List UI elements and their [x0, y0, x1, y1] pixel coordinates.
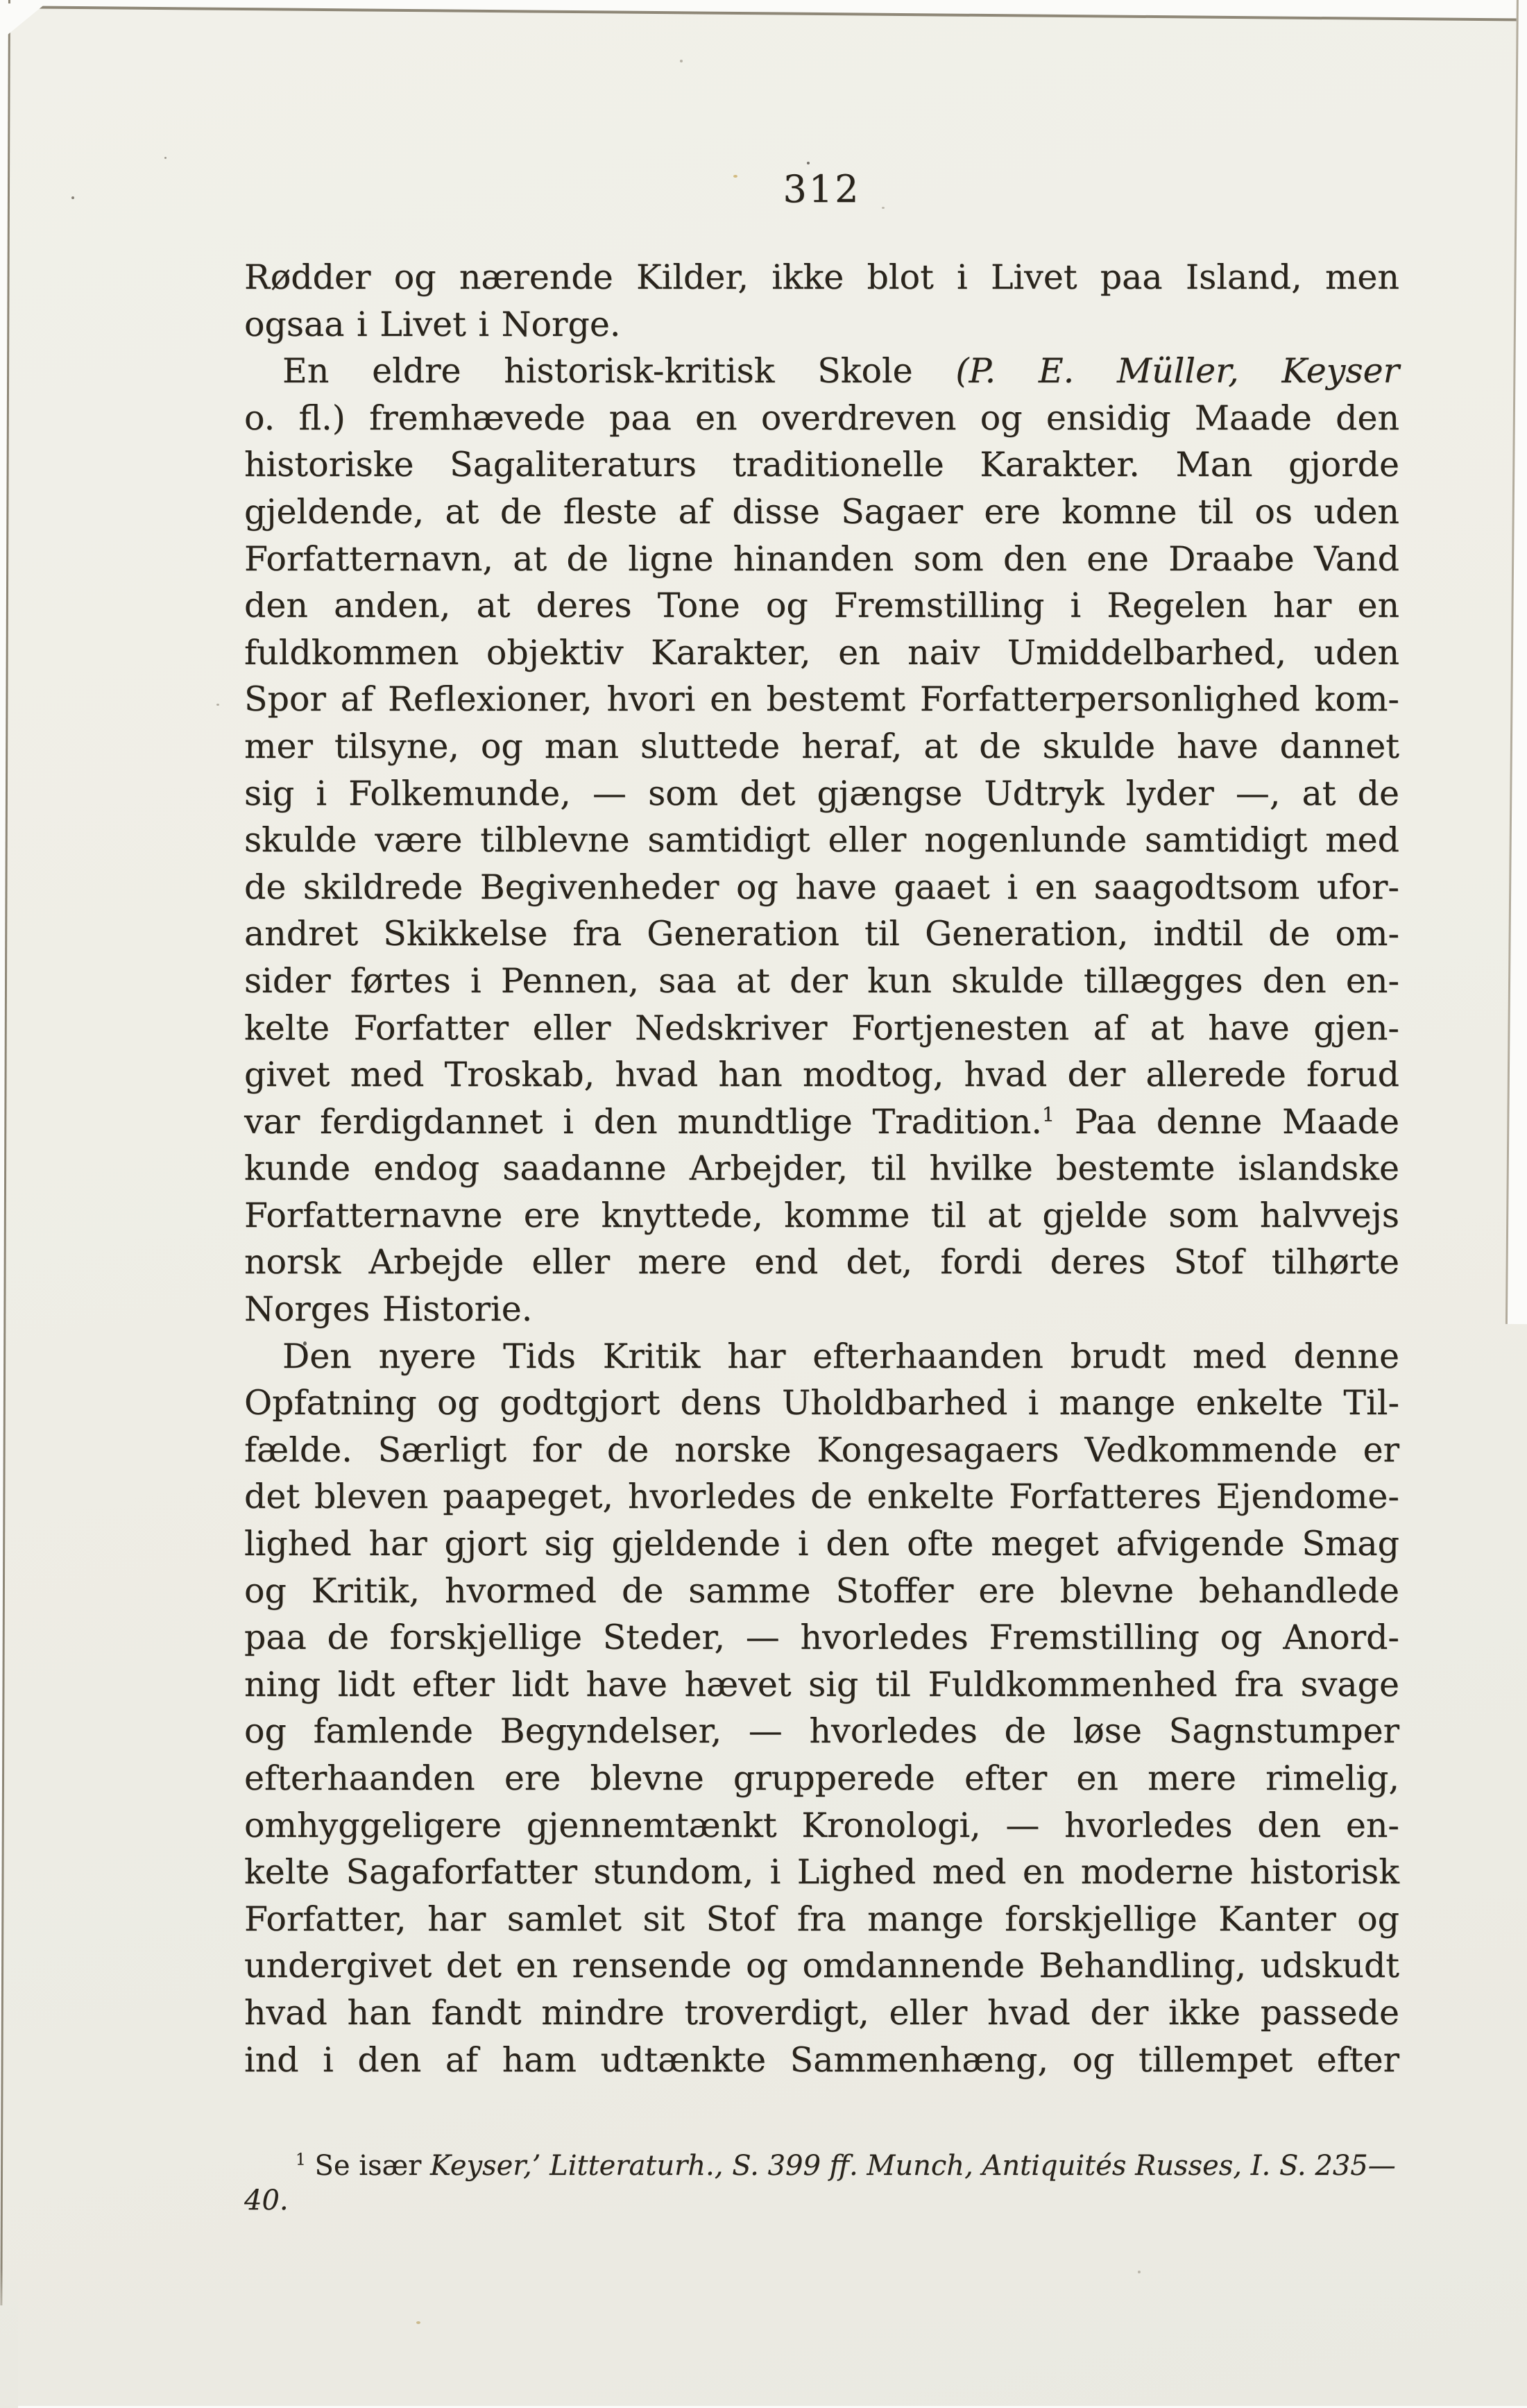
footnote-marker: 1 — [296, 2150, 306, 2169]
text-line — [244, 1990, 1399, 2037]
text-line — [244, 1427, 1399, 1474]
text-segment: Forfatter, har samlet sit Stof fra mange forskjellige Kanter og — [244, 1899, 1399, 1939]
text-line — [244, 1568, 1399, 1615]
text-line — [244, 1755, 1399, 1802]
text-line — [244, 817, 1399, 864]
text-segment: Paa denne Maade — [1054, 1101, 1399, 1142]
body-text — [244, 254, 1399, 2083]
text-segment: Rødder og nærende Kilder, ikke blot i Livet paa Island, men — [244, 257, 1399, 297]
text-line — [244, 582, 1399, 629]
text-segment: En eldre historisk-kritisk Skole — [282, 351, 956, 391]
text-line — [244, 723, 1399, 770]
text-line — [244, 1473, 1399, 1520]
text-segment: sider førtes i Pennen, saa at der kun skulde tillægges den en- — [244, 960, 1399, 1001]
text-line — [244, 301, 1399, 348]
text-segment: Den nyere Tids Kritik har efterhaanden brudt med denne — [282, 1336, 1399, 1376]
text-segment: kelte Forfatter eller Nedskriver Fortjenesten af at have gjen- — [244, 1008, 1399, 1048]
text-segment: de skildrede Begivenheder og have gaaet i en saagodtsom ufor- — [244, 867, 1399, 907]
paper-speck — [164, 157, 167, 159]
text-line — [244, 348, 1399, 395]
paper-speck — [416, 2321, 420, 2324]
text-segment: Spor af Reflexioner, hvori en bestemt Forfatterpersonlighed kom- — [244, 679, 1399, 720]
paper-left-edge-fade — [0, 2269, 18, 2408]
text-segment: og Kritik, hvormed de samme Stoffer ere blevne behandlede — [244, 1570, 1399, 1611]
text-line — [244, 254, 1399, 301]
text-segment: mer tilsyne, og man sluttede heraf, at de skulde have dannet — [244, 726, 1399, 766]
text-segment: Keyser — [1281, 351, 1400, 391]
text-line — [244, 441, 1399, 489]
text-segment: Opfatning og godtgjort dens Uholdbarhed i mange enkelte Til- — [244, 1383, 1399, 1423]
text-segment: og famlende Begyndelser, — hvorledes de løse Sagnstumper — [244, 1711, 1399, 1752]
text-segment: var ferdigdannet i den mundtlige Tradition. — [244, 1101, 1042, 1142]
paper-speck — [71, 196, 74, 199]
text-segment: Forfatternavne ere knyttede, komme til at gjelde som halvvejs — [244, 1195, 1399, 1235]
text-line — [244, 1239, 1399, 1286]
text-line — [244, 1802, 1399, 1849]
text-line — [244, 1520, 1399, 1568]
paper-corner-cut — [0, 3, 46, 41]
text-segment: det bleven paapeget, hvorledes de enkelte Forfatteres Ejendome- — [244, 1477, 1399, 1517]
text-segment: kelte Sagaforfatter stundom, i Lighed med en moderne historisk — [244, 1852, 1399, 1892]
text-segment: ning lidt efter lidt have hævet sig til Fuldkommenhed fra svage — [244, 1664, 1399, 1704]
text-segment: (P. E. Müller, — [955, 351, 1239, 391]
text-segment: ind i den af ham udtænkte Sammenhæng, og tillempet efter — [244, 2040, 1399, 2080]
text-segment: kunde endog saadanne Arbejder, til hvilke bestemte islandske — [244, 1148, 1399, 1189]
text-line — [244, 1380, 1399, 1427]
text-segment: givet med Troskab, hvad han modtog, hvad der allerede forud — [244, 1055, 1399, 1095]
text-line — [244, 1942, 1399, 1990]
text-segment: skulde være tilblevne samtidigt eller nogenlunde samtidigt med — [244, 820, 1399, 860]
text-segment: ogsaa i Livet i Norge. — [244, 304, 621, 344]
text-segment: Forfatternavn, at de ligne hinanden som den ene Draabe Vand — [244, 539, 1399, 579]
text-segment: Keyser,’ Litteraturh., S. 399 ff. Munch, Antiquités Russes, I. S. 235—40. — [244, 2150, 1396, 2216]
text-line — [244, 958, 1399, 1005]
text-segment — [1239, 351, 1282, 391]
paper-speck — [807, 162, 810, 164]
text-line — [244, 536, 1399, 583]
text-line — [244, 1333, 1399, 1380]
text-line — [244, 629, 1399, 677]
text-segment: sig i Folkemunde, — som det gjængse Udtryk lyder —, at de — [244, 773, 1399, 813]
text-line — [244, 1005, 1399, 1052]
text-segment: omhyggeligere gjennemtænkt Kronologi, — hvorledes den en- — [244, 1805, 1399, 1845]
text-segment: fuldkommen objektiv Karakter, en naiv Umiddelbarhed, uden — [244, 632, 1399, 672]
paper-speck — [216, 704, 219, 706]
text-segment: den anden, at deres Tone og Fremstilling i Regelen har en — [244, 586, 1399, 626]
text-segment: andret Skikkelse fra Generation til Generation, indtil de om- — [244, 914, 1399, 954]
footnote-marker: 1 — [1041, 1103, 1055, 1126]
text-segment: o. fl.) fremhævede paa en overdreven og ensidig Maade den — [244, 398, 1399, 438]
text-segment: fælde. Særligt for de norske Kongesagaers Vedkommende er — [244, 1430, 1399, 1470]
text-line — [244, 1708, 1399, 1755]
text-line — [244, 1192, 1399, 1239]
text-line — [244, 1051, 1399, 1099]
text-line — [244, 910, 1399, 958]
footnote — [244, 2148, 1399, 2218]
paper-speck — [680, 60, 683, 62]
text-segment: gjeldende, at de fleste af disse Sagaer ere komne til os uden — [244, 491, 1399, 532]
text-line — [244, 1849, 1399, 1896]
text-line — [244, 395, 1399, 442]
text-segment: paa de forskjellige Steder, — hvorledes Fremstilling og Anord- — [244, 1618, 1399, 1658]
text-segment: lighed har gjort sig gjeldende i den ofte meget afvigende Smag — [244, 1524, 1399, 1564]
text-line — [244, 864, 1399, 911]
text-line — [244, 1145, 1399, 1192]
text-segment: undergivet det en rensende og omdannende Behandling, udskudt — [244, 1946, 1399, 1986]
text-line — [244, 770, 1399, 817]
text-segment: hvad han fandt mindre troverdigt, eller hvad der ikke passede — [244, 1992, 1399, 2033]
text-line — [244, 1099, 1399, 1146]
text-segment: Norges Historie. — [244, 1289, 533, 1330]
text-line — [244, 1896, 1399, 1943]
text-segment: Se især — [305, 2150, 431, 2182]
page-number: 312 — [783, 167, 861, 211]
text-line — [244, 676, 1399, 723]
text-line — [244, 2037, 1399, 2084]
text-line — [244, 1286, 1399, 1333]
text-line — [244, 1614, 1399, 1661]
text-line — [244, 489, 1399, 536]
text-segment: efterhaanden ere blevne grupperede efter en mere rimelig, — [244, 1758, 1399, 1798]
text-segment: historiske Sagaliteraturs traditionelle Karakter. Man gjorde — [244, 445, 1399, 485]
text-segment: norsk Arbejde eller mere end det, fordi deres Stof tilhørte — [244, 1242, 1399, 1282]
text-line — [244, 1661, 1399, 1709]
paper-speck — [1138, 2271, 1141, 2273]
